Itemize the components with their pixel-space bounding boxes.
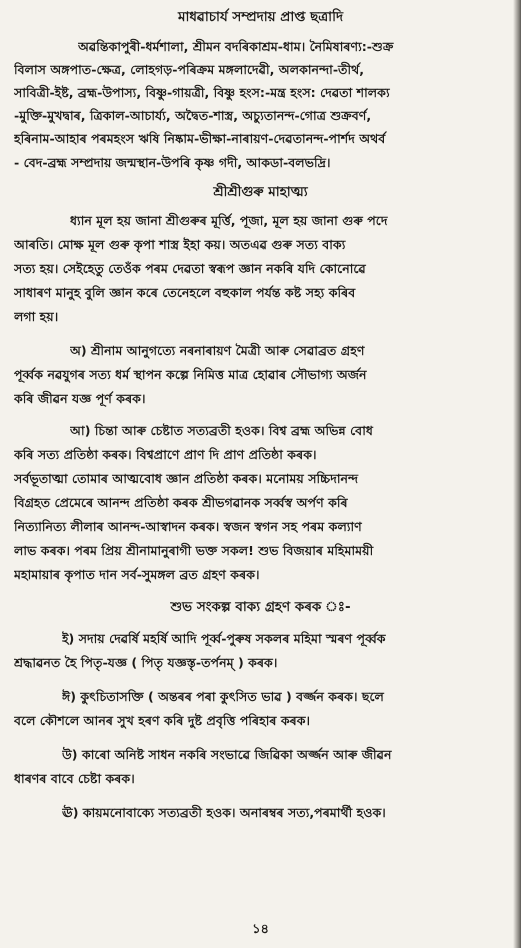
heading-madhvacharya: মাধৱাচাৰ্য সম্প্ৰদায় প্ৰাপ্ত ছত্ৰাদি [177, 9, 344, 25]
item-ii-line-1: ঈ) কুৎচিতাসক্তি ( অন্তৰৰ পৰা কুৎসিত ভাৱ ) বৰ্জ্জন কৰক। ছলে [62, 689, 384, 704]
page-number: ১৪ [252, 922, 269, 937]
para-aa-line-7: মহামায়াৰ কৃপাত দান সৰ্ব-সুমঙ্গল ব্ৰত গ্ৰহণ কৰক। [14, 567, 260, 582]
page-edge-shadow [513, 0, 521, 948]
item-i-line-1: ই) সদায় দেৱৰ্ষি মহৰ্ষি আদি পূৰ্ব্ব-পুৰুষ সকলৰ মহিমা স্মৰণ পূৰ্ব্বক [62, 631, 386, 646]
section2-line-3: সত্য হয়। সেইহেতু তেওঁক পৰম দেৱতা স্বৰূপ জ্ঞান নকৰি যদি কোনোৱে [14, 261, 366, 276]
para-aa-line-6: লাভ কৰক। পৰম প্ৰিয় শ্ৰীনামানুৰাগী ভক্ত সকল! শুভ বিজয়াৰ মহিমাময়ী [14, 543, 374, 558]
para-aa-line-2: কৰি সত্য প্ৰতিষ্ঠা কৰক। বিশ্বপ্ৰাণে প্ৰাণ দি প্ৰাণ প্ৰতিষ্ঠা কৰক। [14, 447, 317, 462]
item-u-line-1: উ) কাৰো অনিষ্ট সাধন নকৰি সংভাৱে জিৱিকা অৰ্জ্জন আৰু জীৱন [62, 747, 392, 762]
para-aa-line-1: আ) চিন্তা আৰু চেষ্টাত সত্যব্ৰতী হওক। বিশ্ব ব্ৰহ্ম অভিন্ন বোধ [70, 423, 373, 438]
item-u-line-2: ধাৰণৰ বাবে চেষ্টা কৰক। [14, 771, 135, 786]
item-ii-line-2: বলে কৌশলে আনৰ সুখ হৰণ কৰি দুষ্ট প্ৰবৃত্তি পৰিহাৰ কৰক। [14, 713, 311, 728]
section1-line-3: সাবিত্ৰী-ইষ্ট, ব্ৰহ্ম-উপাস্য, বিষ্ণু-গায়ত্ৰী, বিষ্ণু হংস:-মন্ত্ৰ হংস: দেৱতা শালক্য [14, 85, 390, 100]
section2-line-2: আৰতি। মোক্ষ মূল গুৰু কৃপা শাস্ত্ৰ ইহা কয়। অতএৱ গুৰু সত্য বাক্য [14, 237, 346, 252]
section2-line-4: সাধাৰণ মানুহ বুলি জ্ঞান কৰে তেনেহলে বহুকাল পৰ্যন্ত কষ্ট সহ্য কৰিব [14, 285, 356, 300]
para-aa-line-5: নিত্যানিত্য লীলাৰ আনন্দ-আস্বাদন কৰক। স্বজন স্বগন সহ পৰম কল্যাণ [14, 519, 362, 534]
section1-line-5: হৰিনাম-আহাৰ পৰমহংস ঋষি নিষ্কাম-ভীক্ষা-নাৰায়ণ-দেৱতানন্দ-পাৰ্শদ অথৰ্ব [14, 131, 386, 146]
section1-line-6: - বেদ-ব্ৰহ্ম সম্প্ৰদায় জন্মস্থান-উপৰি কৃষ্ণ গদী, আকডা-বলভদ্ৰি। [14, 155, 331, 170]
item-uu-line-1: ঊ) কায়মনোবাক্যে সত্যব্ৰতী হওক। অনাৰম্বৰ সত্য,পৰমাৰ্থী হওক। [62, 805, 386, 820]
para-a-line-3: কৰি জীৱন যজ্ঞ পূৰ্ণ কৰক। [14, 391, 146, 406]
para-a-line-2: পূৰ্ব্বক নৱযুগৰ সত্য ধৰ্ম স্থাপন কল্পে নিমিত্ত মাত্ৰ হোৱাৰ সৌভাগ্য অৰ্জন [14, 367, 367, 382]
item-i-line-2: শ্ৰদ্ধাৱনত হৈ পিতৃ-যজ্ঞ ( পিতৃ যজ্ঞস্তৃ-তৰ্পনম্ ) কৰক। [14, 655, 278, 670]
section1-line-1: অৱন্তিকাপুৰী-ধৰ্মশালা, শ্ৰীমন বদৰিকাশ্ৰম-ধাম। নৈমিষাৰণ্য:-শুক্ৰ [78, 39, 394, 54]
section2-line-5: লগা হয়। [14, 309, 59, 324]
heading-sankalpa: শুভ সংকল্প বাক্য গ্ৰহণ কৰক ঃ- [170, 599, 351, 615]
heading-guru-mahatmya: শ্ৰীশ্ৰীগুৰু মাহাত্ম্য [213, 184, 308, 200]
para-a-line-1: অ) শ্ৰীনাম আনুগত্যে নৰনাৰায়ণ মৈত্ৰী আৰু সেৱাব্ৰত গ্ৰহণ [70, 343, 365, 358]
section1-line-4: -মুক্তি-মুখদ্বাৰ, ত্ৰিকাল-আচাৰ্য্য, অদ্বৈত-শাস্ত্ৰ, অচ্যুতানন্দ-গোত্ৰ শুক্ৰবৰ্ণ, [14, 108, 372, 123]
para-aa-line-3: সৰ্বভূতাত্মা তোমাৰ আত্মবোধ জ্ঞান প্ৰতিষ্ঠা কৰক। মনোময় সচ্চিদানন্দ [14, 471, 359, 486]
section1-line-2: বিলাস অঙ্গপাত-ক্ষেত্ৰ, লোহগড়-পৰিক্ৰম মঙ্গলাদেৱী, অলকানন্দা-তীৰ্থ, [14, 62, 365, 77]
section2-line-1: ধ্যান মূল হয় জানা শ্ৰীগুৰুৰ মূৰ্ত্তি, পূজা, মূল হয় জানা গুৰু পদে [70, 213, 388, 228]
para-aa-line-4: বিগ্ৰহত প্ৰেমেৰে আনন্দ প্ৰতিষ্ঠা কৰক শ্ৰীভগৱানক সৰ্ব্বস্ব অৰ্পণ কৰি [14, 495, 348, 510]
